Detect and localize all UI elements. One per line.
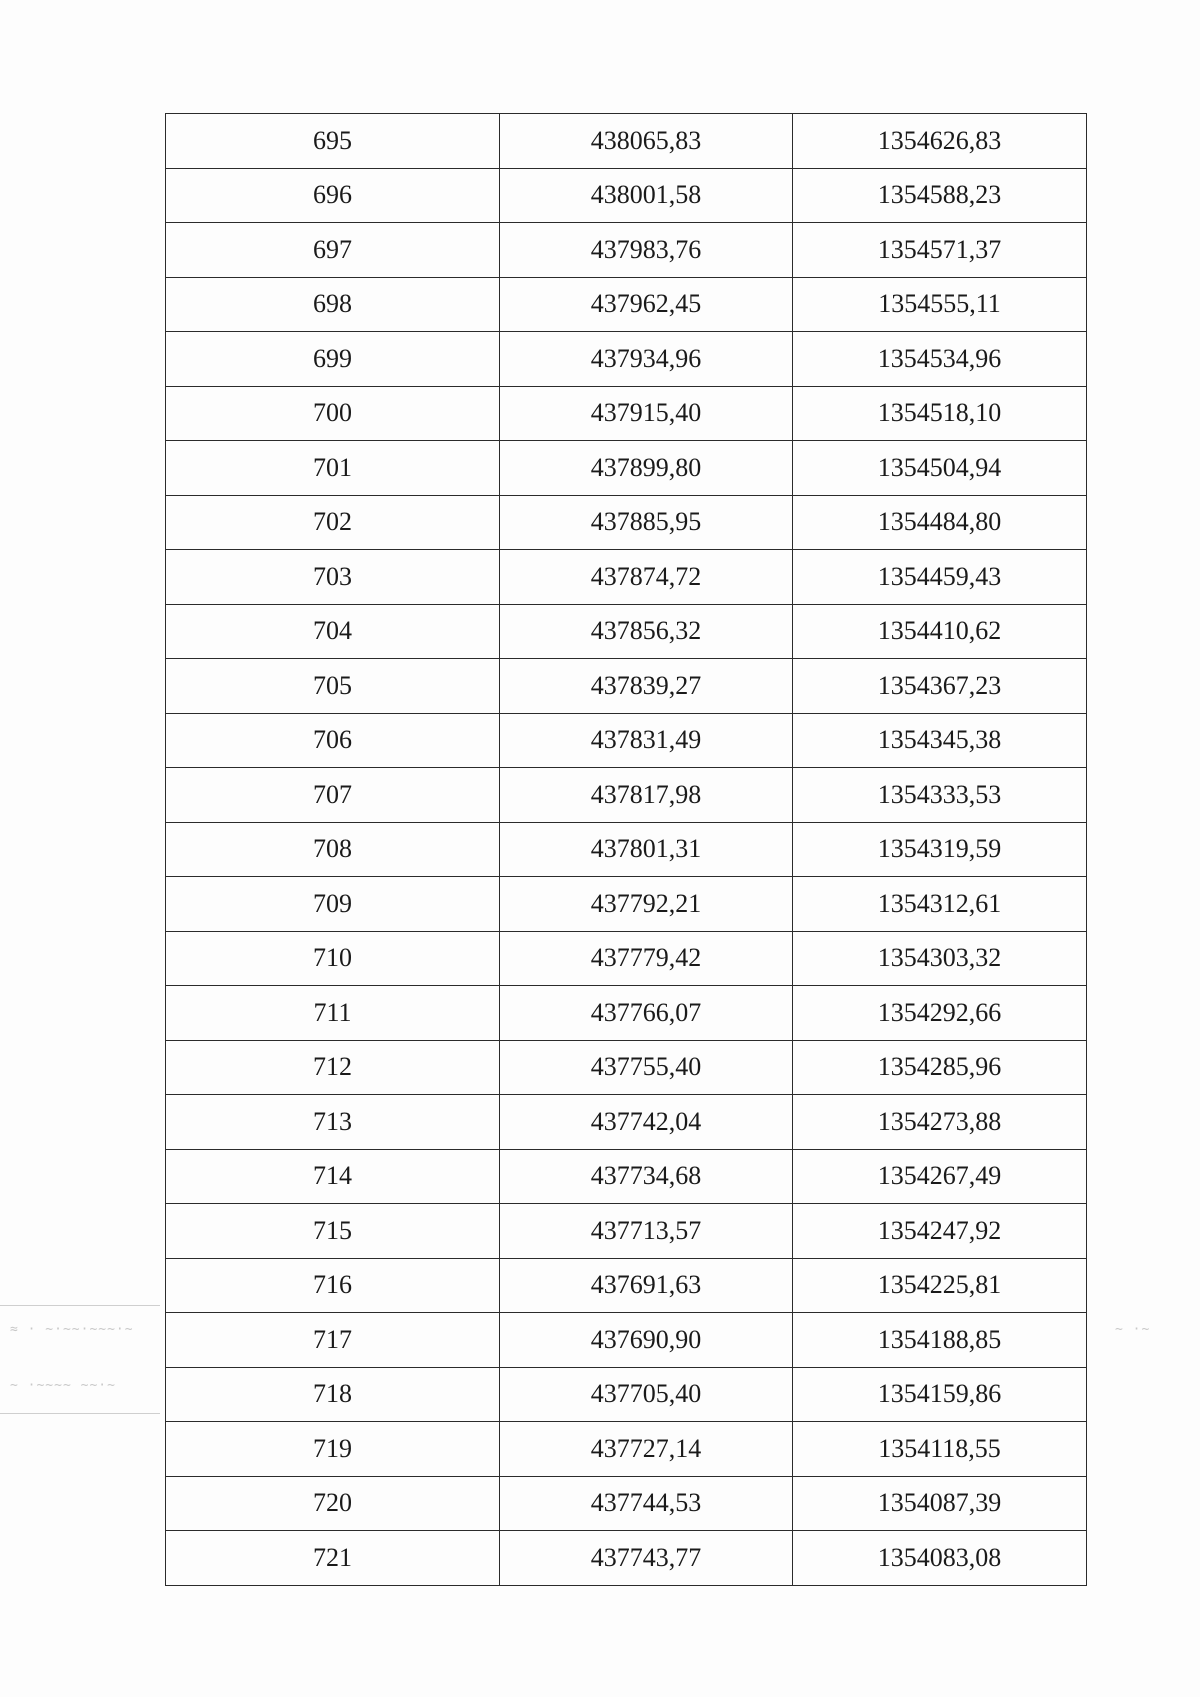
y-coordinate-cell: 1354571,37 bbox=[793, 223, 1087, 278]
y-coordinate-cell: 1354273,88 bbox=[793, 1095, 1087, 1150]
table-row bbox=[166, 1422, 1087, 1477]
point-number-cell: 699 bbox=[166, 332, 500, 387]
y-coordinate-cell: 1354345,38 bbox=[793, 713, 1087, 768]
point-number-cell: 703 bbox=[166, 550, 500, 605]
x-coordinate-cell: 437839,27 bbox=[500, 659, 793, 714]
point-number-cell: 721 bbox=[166, 1531, 500, 1586]
x-coordinate-cell: 437734,68 bbox=[500, 1149, 793, 1204]
point-number-cell: 706 bbox=[166, 713, 500, 768]
y-coordinate-cell: 1354333,53 bbox=[793, 768, 1087, 823]
y-coordinate-cell: 1354588,23 bbox=[793, 168, 1087, 223]
scan-artifact-smudge: ~ ·~ bbox=[1115, 1322, 1151, 1337]
table-row bbox=[166, 931, 1087, 986]
point-number-cell: 718 bbox=[166, 1367, 500, 1422]
point-number-cell: 697 bbox=[166, 223, 500, 278]
point-number-cell: 700 bbox=[166, 386, 500, 441]
x-coordinate-cell: 437705,40 bbox=[500, 1367, 793, 1422]
y-coordinate-cell: 1354247,92 bbox=[793, 1204, 1087, 1259]
table-row bbox=[166, 114, 1087, 169]
table-row bbox=[166, 386, 1087, 441]
table-row bbox=[166, 550, 1087, 605]
table-row bbox=[166, 768, 1087, 823]
table-row bbox=[166, 1313, 1087, 1368]
table-row bbox=[166, 822, 1087, 877]
x-coordinate-cell: 438065,83 bbox=[500, 114, 793, 169]
x-coordinate-cell: 437962,45 bbox=[500, 277, 793, 332]
y-coordinate-cell: 1354225,81 bbox=[793, 1258, 1087, 1313]
coordinates-table-body bbox=[166, 114, 1087, 1586]
y-coordinate-cell: 1354118,55 bbox=[793, 1422, 1087, 1477]
x-coordinate-cell: 437915,40 bbox=[500, 386, 793, 441]
coordinates-table bbox=[165, 113, 1087, 1586]
x-coordinate-cell: 437755,40 bbox=[500, 1040, 793, 1095]
x-coordinate-cell: 437744,53 bbox=[500, 1476, 793, 1531]
x-coordinate-cell: 437713,57 bbox=[500, 1204, 793, 1259]
y-coordinate-cell: 1354555,11 bbox=[793, 277, 1087, 332]
scan-artifact-line bbox=[0, 1413, 160, 1414]
x-coordinate-cell: 437742,04 bbox=[500, 1095, 793, 1150]
x-coordinate-cell: 437690,90 bbox=[500, 1313, 793, 1368]
table-row bbox=[166, 1040, 1087, 1095]
scan-artifact-smudge: ≈ · ~·~~·~~~·~ bbox=[10, 1322, 134, 1337]
point-number-cell: 708 bbox=[166, 822, 500, 877]
y-coordinate-cell: 1354518,10 bbox=[793, 386, 1087, 441]
point-number-cell: 713 bbox=[166, 1095, 500, 1150]
table-row bbox=[166, 1258, 1087, 1313]
table-row bbox=[166, 1149, 1087, 1204]
point-number-cell: 716 bbox=[166, 1258, 500, 1313]
x-coordinate-cell: 437934,96 bbox=[500, 332, 793, 387]
y-coordinate-cell: 1354159,86 bbox=[793, 1367, 1087, 1422]
y-coordinate-cell: 1354410,62 bbox=[793, 604, 1087, 659]
x-coordinate-cell: 437817,98 bbox=[500, 768, 793, 823]
x-coordinate-cell: 437899,80 bbox=[500, 441, 793, 496]
x-coordinate-cell: 437983,76 bbox=[500, 223, 793, 278]
point-number-cell: 701 bbox=[166, 441, 500, 496]
point-number-cell: 709 bbox=[166, 877, 500, 932]
point-number-cell: 698 bbox=[166, 277, 500, 332]
x-coordinate-cell: 437831,49 bbox=[500, 713, 793, 768]
point-number-cell: 712 bbox=[166, 1040, 500, 1095]
table-row bbox=[166, 604, 1087, 659]
x-coordinate-cell: 437856,32 bbox=[500, 604, 793, 659]
scan-artifact-smudge: ~ ·~~~~ ~~·~ bbox=[10, 1378, 116, 1393]
table-row bbox=[166, 277, 1087, 332]
table-row bbox=[166, 986, 1087, 1041]
point-number-cell: 710 bbox=[166, 931, 500, 986]
table-row bbox=[166, 168, 1087, 223]
table-row bbox=[166, 441, 1087, 496]
y-coordinate-cell: 1354083,08 bbox=[793, 1531, 1087, 1586]
y-coordinate-cell: 1354534,96 bbox=[793, 332, 1087, 387]
y-coordinate-cell: 1354292,66 bbox=[793, 986, 1087, 1041]
point-number-cell: 696 bbox=[166, 168, 500, 223]
y-coordinate-cell: 1354459,43 bbox=[793, 550, 1087, 605]
y-coordinate-cell: 1354312,61 bbox=[793, 877, 1087, 932]
y-coordinate-cell: 1354303,32 bbox=[793, 931, 1087, 986]
table-row bbox=[166, 1476, 1087, 1531]
table-row bbox=[166, 223, 1087, 278]
x-coordinate-cell: 437727,14 bbox=[500, 1422, 793, 1477]
point-number-cell: 715 bbox=[166, 1204, 500, 1259]
y-coordinate-cell: 1354087,39 bbox=[793, 1476, 1087, 1531]
table-row bbox=[166, 877, 1087, 932]
y-coordinate-cell: 1354626,83 bbox=[793, 114, 1087, 169]
point-number-cell: 705 bbox=[166, 659, 500, 714]
y-coordinate-cell: 1354367,23 bbox=[793, 659, 1087, 714]
x-coordinate-cell: 437801,31 bbox=[500, 822, 793, 877]
table-row bbox=[166, 1531, 1087, 1586]
x-coordinate-cell: 437874,72 bbox=[500, 550, 793, 605]
y-coordinate-cell: 1354319,59 bbox=[793, 822, 1087, 877]
x-coordinate-cell: 437691,63 bbox=[500, 1258, 793, 1313]
table-row bbox=[166, 1367, 1087, 1422]
scan-artifact-line bbox=[0, 1305, 160, 1306]
table-row bbox=[166, 713, 1087, 768]
point-number-cell: 707 bbox=[166, 768, 500, 823]
point-number-cell: 702 bbox=[166, 495, 500, 550]
x-coordinate-cell: 437779,42 bbox=[500, 931, 793, 986]
point-number-cell: 695 bbox=[166, 114, 500, 169]
x-coordinate-cell: 438001,58 bbox=[500, 168, 793, 223]
x-coordinate-cell: 437885,95 bbox=[500, 495, 793, 550]
y-coordinate-cell: 1354484,80 bbox=[793, 495, 1087, 550]
table-row bbox=[166, 1204, 1087, 1259]
y-coordinate-cell: 1354504,94 bbox=[793, 441, 1087, 496]
point-number-cell: 711 bbox=[166, 986, 500, 1041]
point-number-cell: 717 bbox=[166, 1313, 500, 1368]
x-coordinate-cell: 437766,07 bbox=[500, 986, 793, 1041]
table-row bbox=[166, 332, 1087, 387]
y-coordinate-cell: 1354285,96 bbox=[793, 1040, 1087, 1095]
y-coordinate-cell: 1354267,49 bbox=[793, 1149, 1087, 1204]
x-coordinate-cell: 437743,77 bbox=[500, 1531, 793, 1586]
point-number-cell: 714 bbox=[166, 1149, 500, 1204]
point-number-cell: 720 bbox=[166, 1476, 500, 1531]
table-row bbox=[166, 659, 1087, 714]
table-row bbox=[166, 1095, 1087, 1150]
x-coordinate-cell: 437792,21 bbox=[500, 877, 793, 932]
point-number-cell: 704 bbox=[166, 604, 500, 659]
table-row bbox=[166, 495, 1087, 550]
y-coordinate-cell: 1354188,85 bbox=[793, 1313, 1087, 1368]
point-number-cell: 719 bbox=[166, 1422, 500, 1477]
